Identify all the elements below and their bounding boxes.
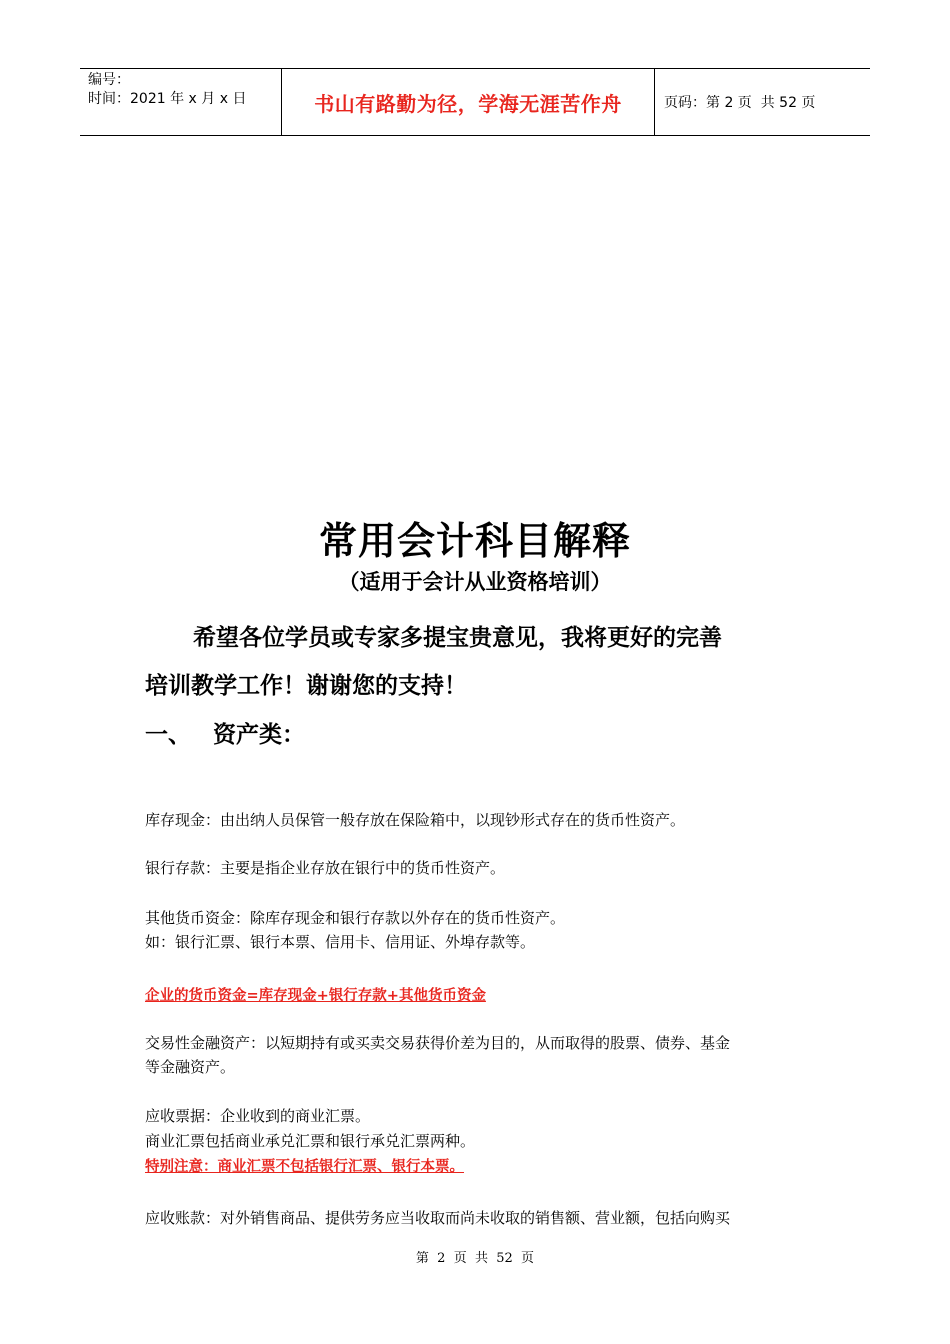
paragraph-other-funds: 其他货币资金：除库存现金和银行存款以外存在的货币性资产。 [145, 909, 566, 927]
document-subtitle: （适用于会计从业资格培训） [338, 570, 612, 594]
paragraph-cash: 库存现金：由出纳人员保管一般存放在保险箱中，以现钞形式存在的货币性资产。 [145, 811, 686, 829]
header-page-info: 页码：第 2 页 共 52 页 [664, 95, 816, 111]
paragraph-commercial-bills: 商业汇票包括商业承兑汇票和银行承兑汇票两种。 [145, 1132, 476, 1150]
paragraph-formula [145, 983, 810, 1008]
time-label: 时间：2021 年 x 月 x 日 [88, 91, 247, 107]
section-heading [145, 716, 305, 749]
document-title: 常用会计科目解释 [318, 519, 631, 563]
paragraph-special-note [145, 1154, 810, 1179]
header-motto: 书山有路勤为径，学海无涯苦作舟 [282, 69, 655, 135]
intro-paragraph [145, 614, 810, 710]
paragraph-trading-assets-1: 交易性金融资产：以短期持有或买卖交易获得价差为目的，从而取得的股票、债券、基金 [145, 1034, 731, 1052]
special-note-highlight: 特别注意：商业汇票不包括银行汇票、银行本票。 [145, 1159, 464, 1175]
paragraph-notes-receivable: 应收票据：企业收到的商业汇票。 [145, 1107, 371, 1125]
section-number: 一、 [145, 722, 191, 748]
section-title: 资产类： [213, 722, 305, 748]
paragraph-accounts-receivable: 应收账款：对外销售商品、提供劳务应当收取而尚未收取的销售额、营业额，包括向购买 [145, 1209, 731, 1227]
paragraph-bank: 银行存款：主要是指企业存放在银行中的货币性资产。 [145, 859, 506, 877]
paragraph-trading-assets-2: 等金融资产。 [145, 1058, 236, 1076]
number-label: 编号： [88, 72, 130, 88]
intro-line-1: 希望各位学员或专家多提宝贵意见，我将更好的完善 [193, 625, 722, 651]
header-meta-cell [80, 69, 282, 135]
header-table [80, 68, 870, 136]
formula-highlight: 企业的货币资金=库存现金+银行存款+其他货币资金 [145, 988, 486, 1004]
intro-line-2: 培训教学工作！谢谢您的支持！ [145, 673, 467, 699]
page-footer: 第 2 页 共 52 页 [415, 1251, 535, 1266]
paragraph-other-funds-examples: 如：银行汇票、银行本票、信用卡、信用证、外埠存款等。 [145, 933, 536, 951]
